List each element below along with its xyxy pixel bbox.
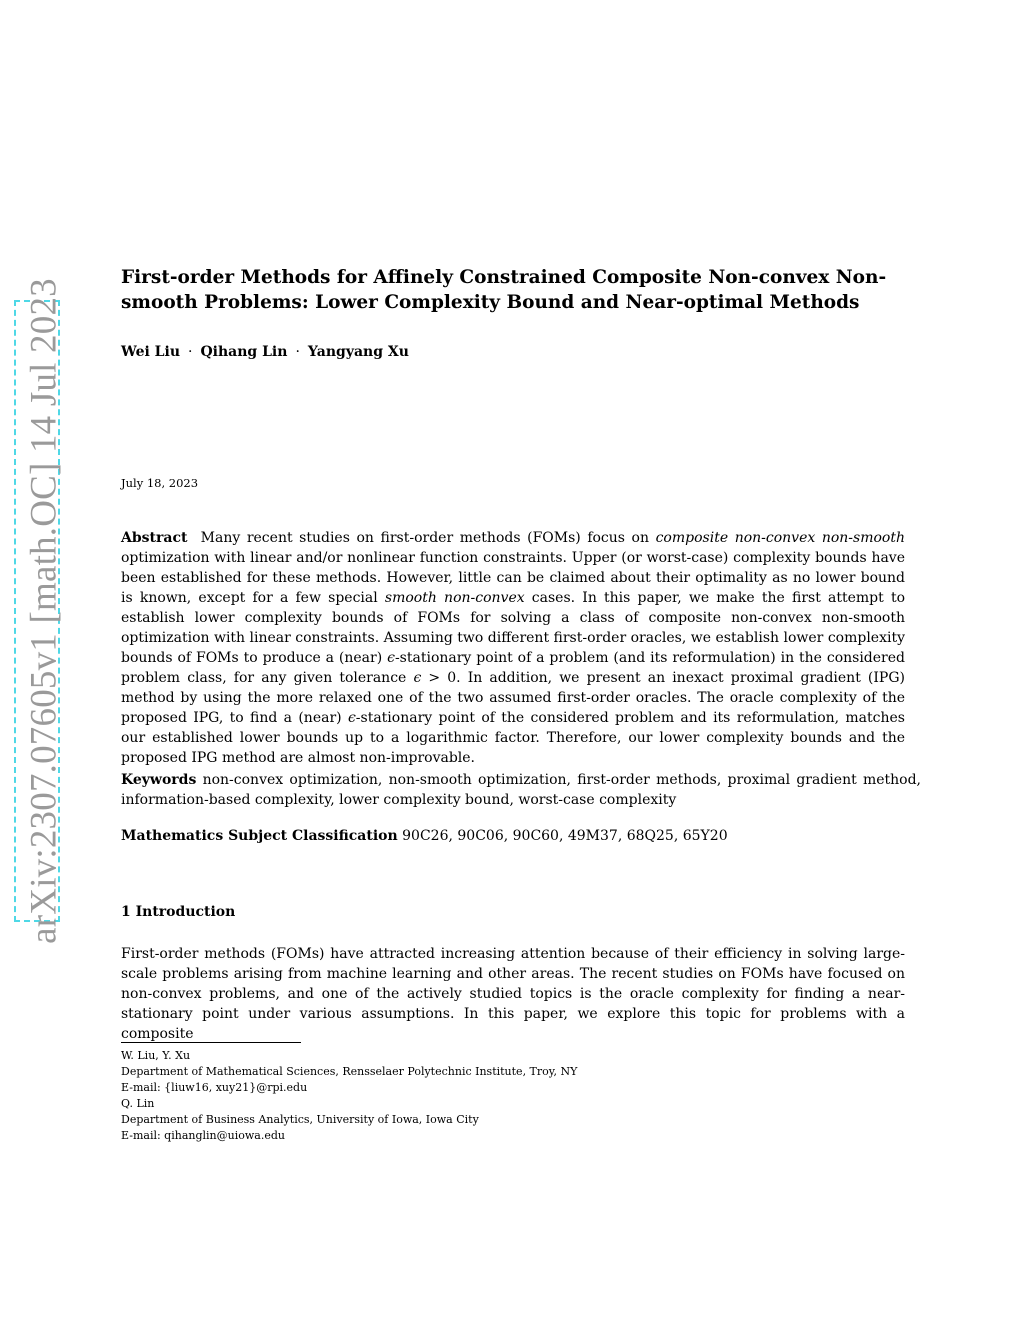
footnote-email[interactable]: E-mail: {liuw16, xuy21}@rpi.edu: [121, 1081, 308, 1094]
abstract-emphasis: smooth non-convex: [384, 590, 525, 606]
author-name: Qihang Lin: [200, 344, 288, 360]
author-list: [121, 344, 409, 360]
footnote-line: Q. Lin: [121, 1097, 155, 1110]
keywords-label: Keywords: [121, 772, 197, 788]
introduction-paragraph: First-order methods (FOMs) have attracted increasing attention because of their efficiency in solving large-scale problems arising from machine learning and other areas. The recent studies on FOMs have focused on non-convex problems, and one of the actively studied topics is the oracle complexity for finding a near-stationary point under various assumptions. In this paper, we explore this topic for problems with a composite: [121, 946, 905, 1042]
epsilon-symbol: ϵ: [347, 710, 356, 726]
msc-codes: 90C26, 90C06, 90C60, 49M37, 68Q25, 65Y20: [402, 828, 728, 844]
author-name: Wei Liu: [121, 344, 181, 360]
msc-label: Mathematics Subject Classification: [121, 828, 398, 844]
arxiv-identifier: arXiv:2307.07605v1 [math.OC] 14 Jul 2023: [23, 278, 65, 944]
footnote-line: Department of Mathematical Sciences, Rensselaer Polytechnic Institute, Troy, NY: [121, 1065, 578, 1078]
abstract-text: -stationary point of the considered problem and its reformulation, matches our established lower bounds up to a logarithmic factor. Therefore, our lower complexity bounds and the proposed IPG method are almost non-improvable.: [121, 710, 905, 766]
paper-date: July 18, 2023: [121, 476, 199, 490]
footnote-email[interactable]: E-mail: qihanglin@uiowa.edu: [121, 1129, 285, 1142]
abstract-text: -stationary point of a problem (and its reformulation) in the considered problem class, for any given tolerance: [121, 650, 905, 686]
abstract-text: optimization with linear and/or nonlinear function constraints. Upper (or worst-case) complexity bounds have been established for these methods. However, little can be claimed about their optimality as no lower bound is known, except for a few special: [121, 550, 905, 606]
paper-title: First-order Methods for Affinely Constrained Composite Non-convex Non-smooth Problems: Lower Complexity Bound and Near-optimal Methods: [121, 267, 887, 313]
keywords: [121, 770, 921, 810]
epsilon-symbol: ϵ: [413, 670, 422, 686]
abstract-label: Abstract: [121, 530, 188, 546]
author-separator: ·: [188, 344, 193, 360]
author-separator: ·: [295, 344, 300, 360]
footnote-line: Department of Business Analytics, University of Iowa, Iowa City: [121, 1113, 479, 1126]
abstract-text: > 0. In addition, we present an inexact proximal gradient (IPG) method by using the more relaxed one of the two assumed first-order oracles. The oracle complexity of the proposed IPG, to find a (near): [121, 670, 905, 726]
footnote-line: W. Liu, Y. Xu: [121, 1049, 191, 1062]
author-name: Yangyang Xu: [307, 344, 409, 360]
abstract-emphasis: composite non-convex non-smooth: [655, 530, 905, 546]
abstract-text: cases. In this paper, we make the first attempt to establish lower complexity bounds of FOMs for solving a class of composite non-convex non-smooth optimization with linear constraints. Assuming two different first-order oracles, we establish lower complexity bounds of FOMs to produce a (near): [121, 590, 905, 666]
section-heading-introduction: 1 Introduction: [121, 904, 236, 920]
author-affiliations: [121, 1048, 577, 1144]
subject-classification: [121, 826, 905, 846]
abstract: [121, 528, 905, 768]
abstract-text: Many recent studies on first-order methods (FOMs) focus on: [200, 530, 656, 546]
keywords-text: non-convex optimization, non-smooth optimization, first-order methods, proximal gradient method, information-based complexity, lower complexity bound, worst-case complexity: [121, 772, 922, 808]
epsilon-symbol: ϵ: [387, 650, 395, 666]
footnote-divider: [121, 1042, 301, 1043]
